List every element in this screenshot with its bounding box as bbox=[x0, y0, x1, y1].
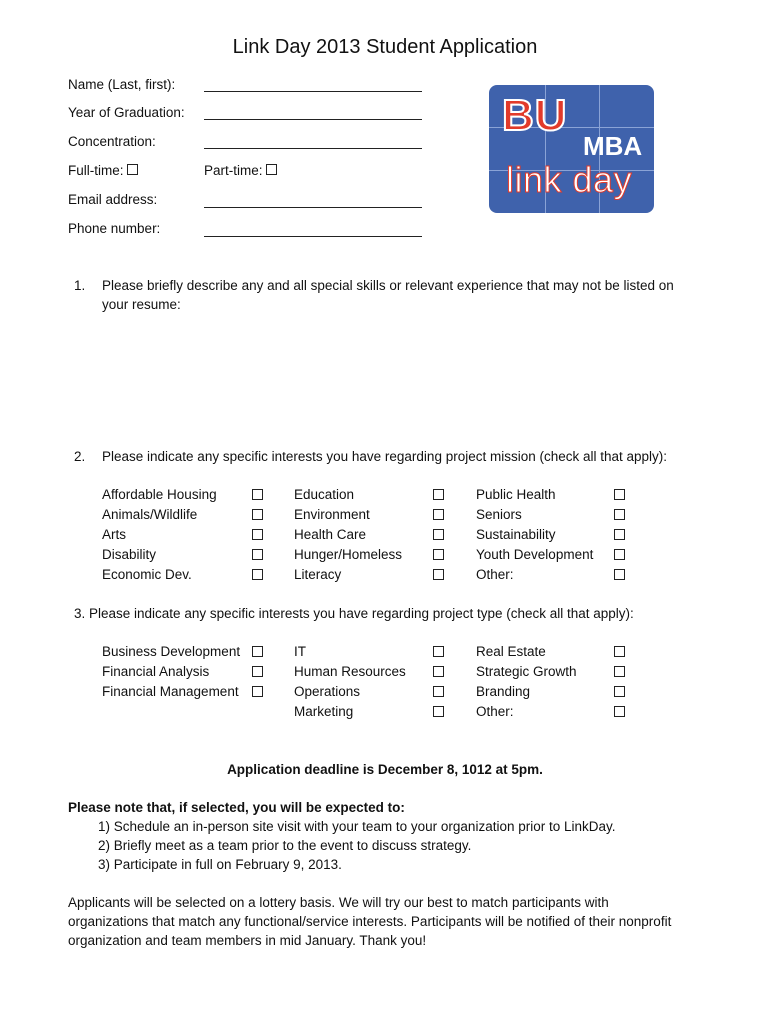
q2-checkbox-other[interactable] bbox=[614, 569, 625, 580]
fulltime-option bbox=[68, 163, 138, 178]
q3-checkbox-operations[interactable] bbox=[433, 686, 444, 697]
page-title: Link Day 2013 Student Application bbox=[232, 36, 538, 58]
q3-option-real-estate: Real Estate bbox=[476, 644, 546, 659]
q2-option-animals-wildlife: Animals/Wildlife bbox=[102, 507, 198, 522]
q3-checkbox-real-estate[interactable] bbox=[614, 646, 625, 657]
q1-text-line1: Please briefly describe any and all special skills or relevant experience that may not be listed on bbox=[102, 278, 674, 293]
q3-text: 3. Please indicate any specific interests you have regarding project type (check all that apply): bbox=[74, 606, 634, 621]
q1-answer-area[interactable] bbox=[102, 318, 692, 438]
q2-option-other: Other: bbox=[476, 567, 514, 582]
q3-checkbox-other[interactable] bbox=[614, 706, 625, 717]
q1-number: 1. bbox=[74, 278, 86, 293]
q3-option-strategic-growth: Strategic Growth bbox=[476, 664, 577, 679]
phone-field[interactable] bbox=[204, 236, 422, 237]
q3-checkbox-it[interactable] bbox=[433, 646, 444, 657]
q3-option-branding: Branding bbox=[476, 684, 531, 699]
q3-checkbox-human-resources[interactable] bbox=[433, 666, 444, 677]
parttime-checkbox[interactable] bbox=[266, 164, 277, 175]
q3-option-marketing: Marketing bbox=[294, 704, 354, 719]
fulltime-label: Full-time: bbox=[68, 163, 124, 178]
fulltime-checkbox[interactable] bbox=[127, 164, 138, 175]
q2-option-disability: Disability bbox=[102, 547, 157, 562]
q3-option-financial-analysis: Financial Analysis bbox=[102, 664, 210, 679]
name-field[interactable] bbox=[204, 91, 422, 92]
q2-option-health-care: Health Care bbox=[294, 527, 367, 542]
closing-line: Applicants will be selected on a lottery basis. We will try our best to match participants with bbox=[68, 895, 609, 910]
q2-option-affordable-housing: Affordable Housing bbox=[102, 487, 217, 502]
year-field[interactable] bbox=[204, 119, 422, 120]
q2-option-economic-dev: Economic Dev. bbox=[102, 567, 192, 582]
q2-checkbox-arts[interactable] bbox=[252, 529, 263, 540]
concentration-field[interactable] bbox=[204, 148, 422, 149]
logo-mba-text: MBA bbox=[583, 131, 643, 161]
q2-option-environment: Environment bbox=[294, 507, 370, 522]
q3-option-it: IT bbox=[294, 644, 306, 659]
q2-checkbox-environment[interactable] bbox=[433, 509, 444, 520]
q2-checkbox-youth-development[interactable] bbox=[614, 549, 625, 560]
q2-checkbox-literacy[interactable] bbox=[433, 569, 444, 580]
year-label: Year of Graduation: bbox=[68, 105, 185, 120]
q2-checkbox-animals-wildlife[interactable] bbox=[252, 509, 263, 520]
q2-text: Please indicate any specific interests you have regarding project mission (check all that apply): bbox=[102, 449, 668, 464]
q3-option-other: Other: bbox=[476, 704, 514, 719]
note-heading: Please note that, if selected, you will be expected to: bbox=[68, 800, 405, 815]
q3-checkbox-financial-management[interactable] bbox=[252, 686, 263, 697]
name-label: Name (Last, first): bbox=[68, 77, 176, 92]
q2-checkbox-health-care[interactable] bbox=[433, 529, 444, 540]
q2-option-literacy: Literacy bbox=[294, 567, 342, 582]
q3-checkbox-business-development[interactable] bbox=[252, 646, 263, 657]
phone-label: Phone number: bbox=[68, 221, 161, 236]
q2-checkbox-affordable-housing[interactable] bbox=[252, 489, 263, 500]
q3-checkbox-marketing[interactable] bbox=[433, 706, 444, 717]
q2-option-youth-development: Youth Development bbox=[476, 547, 594, 562]
q2-checkbox-sustainability[interactable] bbox=[614, 529, 625, 540]
q2-checkbox-economic-dev[interactable] bbox=[252, 569, 263, 580]
q3-option-financial-management: Financial Management bbox=[102, 684, 239, 699]
q2-option-education: Education bbox=[294, 487, 355, 502]
q3-option-business-development: Business Development bbox=[102, 644, 241, 659]
q2-number: 2. bbox=[74, 449, 86, 464]
q2-checkbox-public-health[interactable] bbox=[614, 489, 625, 500]
q2-option-public-health: Public Health bbox=[476, 487, 556, 502]
q2-option-arts: Arts bbox=[102, 527, 127, 542]
parttime-option bbox=[204, 163, 277, 178]
application-deadline: Application deadline is December 8, 1012 at 5pm. bbox=[227, 762, 543, 777]
q3-checkbox-financial-analysis[interactable] bbox=[252, 666, 263, 677]
q2-option-sustainability: Sustainability bbox=[476, 527, 556, 542]
bu-mba-link-day-logo bbox=[489, 85, 654, 213]
concentration-label: Concentration: bbox=[68, 134, 156, 149]
q3-checkbox-branding[interactable] bbox=[614, 686, 625, 697]
q3-option-operations: Operations bbox=[294, 684, 361, 699]
q3-checkbox-strategic-growth[interactable] bbox=[614, 666, 625, 677]
note-item: 2) Briefly meet as a team prior to the event to discuss strategy. bbox=[98, 838, 472, 853]
closing-line: organization and team members in mid January. Thank you! bbox=[68, 933, 427, 948]
q2-option-hunger-homeless: Hunger/Homeless bbox=[294, 547, 403, 562]
email-field[interactable] bbox=[204, 207, 422, 208]
logo-bu-text: BU bbox=[502, 91, 568, 140]
q2-checkbox-disability[interactable] bbox=[252, 549, 263, 560]
q2-checkbox-hunger-homeless[interactable] bbox=[433, 549, 444, 560]
q3-option-human-resources: Human Resources bbox=[294, 664, 406, 679]
parttime-label: Part-time: bbox=[204, 163, 263, 178]
note-item: 1) Schedule an in-person site visit with your team to your organization prior to LinkDay. bbox=[98, 819, 616, 834]
q2-checkbox-education[interactable] bbox=[433, 489, 444, 500]
q2-option-seniors: Seniors bbox=[476, 507, 522, 522]
q1-text-line2: your resume: bbox=[102, 297, 181, 312]
q2-checkbox-seniors[interactable] bbox=[614, 509, 625, 520]
note-item: 3) Participate in full on February 9, 2013. bbox=[98, 857, 342, 872]
email-label: Email address: bbox=[68, 192, 158, 207]
closing-line: organizations that match any functional/service interests. Participants will be notified of their nonprofit bbox=[68, 914, 672, 929]
logo-linkday-text: link day bbox=[506, 159, 633, 200]
